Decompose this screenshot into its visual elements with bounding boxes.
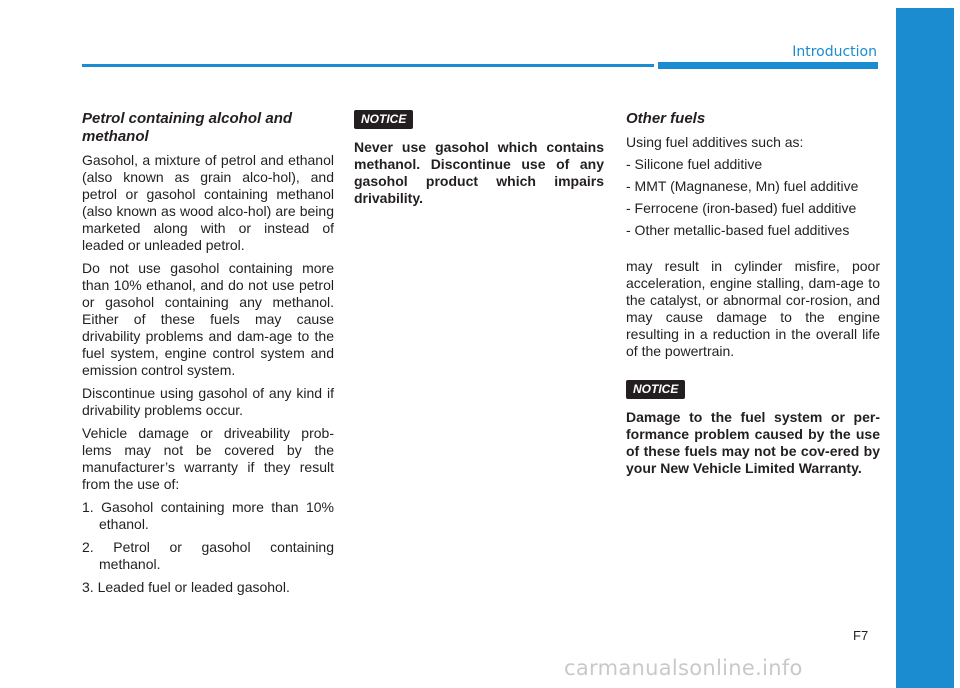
paragraph-additive-effects: may result in cylinder misfire, poor acceleration, engine stalling, dam-age to the catalyst, or abnormal cor-rosion, and may cause damage to the engine resulting in a reduction in the overall life of the powertrain. (626, 258, 880, 359)
list-item: 2. Petrol or gasohol containing methanol. (82, 539, 334, 572)
paragraph-do-not-use: Do not use gasohol containing more than 10% ethanol, and do not use petrol or gasohol containing any methanol. Either of these fuels may cause drivability problems and dam-age to the fuel system, engine control system and emission control system. (82, 260, 334, 378)
column-left (82, 110, 334, 602)
additive-item: - Silicone fuel additive (626, 156, 763, 172)
notice-badge: NOTICE (354, 110, 413, 129)
page-number: F7 (853, 628, 869, 643)
column-middle (354, 110, 604, 213)
chapter-side-tab (896, 8, 954, 688)
notice-badge: NOTICE (626, 380, 685, 399)
section-title: Introduction (792, 44, 877, 60)
header-rule-accent (658, 62, 878, 69)
heading-other-fuels: Other fuels (626, 110, 706, 127)
notice-text-gasohol: Never use gasohol which contains methanol. Discontinue use of any gasohol product which impairs drivability. (354, 139, 604, 206)
heading-petrol-alcohol: Petrol containing alcohol and methanol (82, 110, 293, 145)
additive-item: - Other metallic-based fuel additives (626, 222, 850, 238)
additive-item: - MMT (Magnanese, Mn) fuel additive (626, 178, 859, 194)
column-right (626, 110, 880, 483)
paragraph-discontinue: Discontinue using gasohol of any kind if drivability problems occur. (82, 385, 334, 418)
list-item: 1. Gasohol containing more than 10% ethanol. (82, 499, 334, 532)
additive-item: - Ferrocene (iron-based) fuel additive (626, 200, 857, 216)
paragraph-gasohol-intro: Gasohol, a mixture of petrol and ethanol (also known as grain alco-hol), and petrol or gasohol containing methanol (also known as wood alco-hol) are being marketed along with or instead of leaded or unleaded petrol. (82, 152, 334, 253)
watermark: carmanualsonline.info (564, 656, 803, 680)
notice-text-warranty: Damage to the fuel system or per-formance problem caused by the use of these fuels may not be cov-ered by your New Vehicle Limited Warranty. (626, 409, 880, 476)
list-item: 3. Leaded fuel or leaded gasohol. (82, 579, 290, 595)
additives-intro: Using fuel additives such as: (626, 134, 804, 150)
header-rule (82, 64, 654, 67)
paragraph-warranty: Vehicle damage or driveability prob-lems may not be covered by the manufacturer’s warranty if they result from the use of: (82, 425, 334, 492)
